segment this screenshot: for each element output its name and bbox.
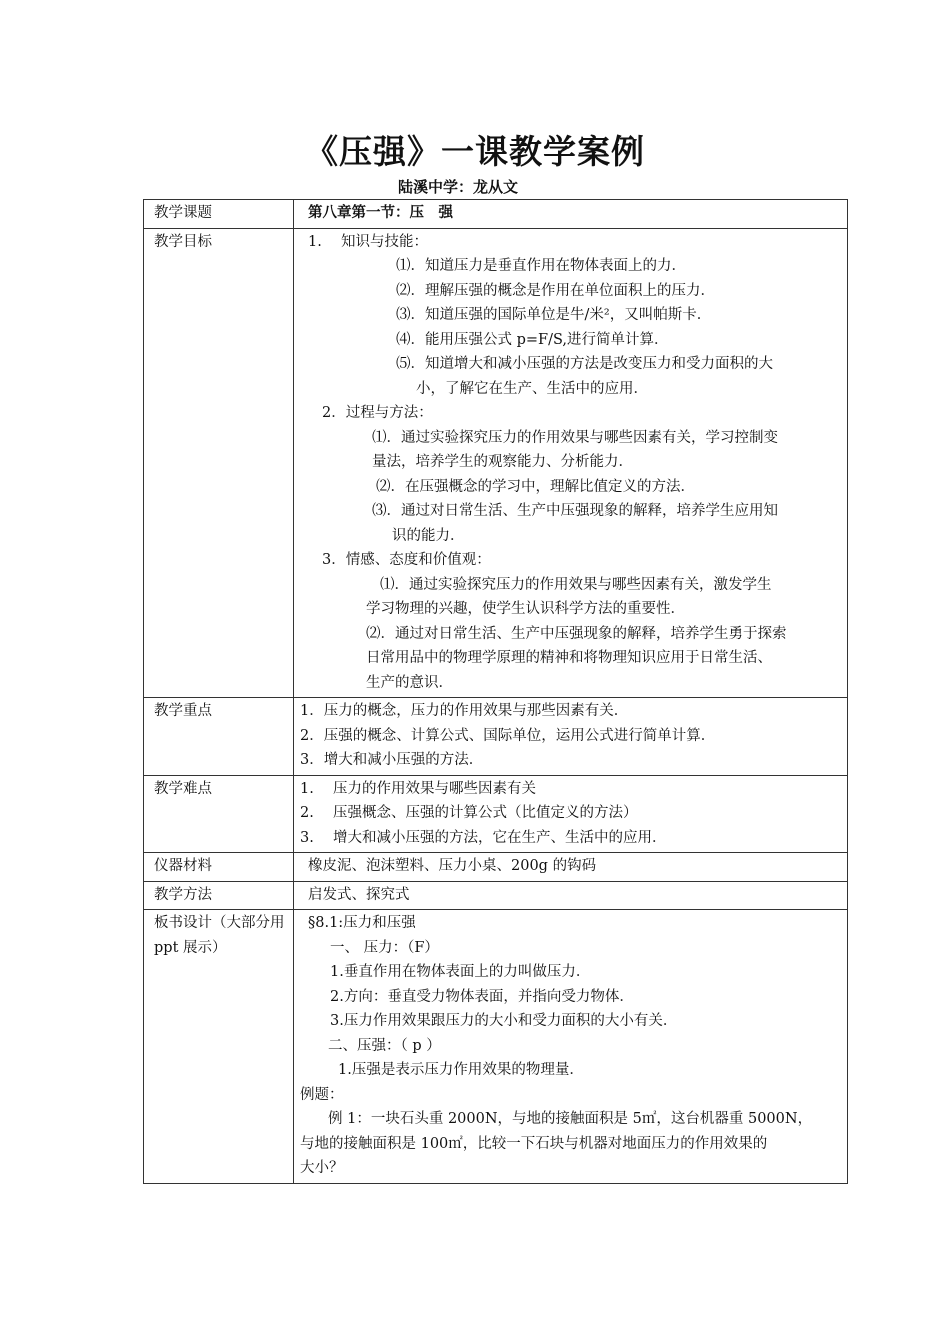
goal-p2: ⑵．在压强概念的学习中，理解比值定义的方法．: [376, 478, 695, 495]
value-keypoints: [294, 698, 848, 776]
goal-e1-line2: 学习物理的兴趣，使学生认识科学方法的重要性．: [366, 601, 685, 617]
value-board-design: [294, 910, 848, 1184]
goal-k5-line2: 小，了解它在生产、生活中的应用．: [416, 380, 648, 397]
author-line: 陆溪中学：龙从文: [398, 178, 519, 196]
row-methods: [144, 881, 848, 910]
board-example-line3: 大小？: [300, 1160, 344, 1176]
label-keypoints: 教学重点: [144, 698, 294, 776]
materials-text: 橡皮泥、泡沫塑料、压力小桌、200g 的钩码: [308, 858, 597, 874]
board-line-5: 3.压力作用效果跟压力的大小和受力面积的大小有关．: [330, 1013, 678, 1029]
board-example-line2: 与地的接触面积是 100㎡，比较一下石块与机器对地面压力的作用效果的: [300, 1135, 768, 1152]
keypoint-3: 3．增大和减小压强的方法．: [300, 752, 484, 768]
goal-e2-line2: 日常用品中的物理学原理的精神和将物理知识应用于日常生活、: [366, 650, 772, 666]
board-heading: §8.1:压力和压强: [308, 915, 416, 931]
label-materials: 仪器材料: [144, 853, 294, 882]
value-difficulties: [294, 775, 848, 853]
row-keypoints: [144, 698, 848, 776]
label-board-design: 板书设计（大部分用 ppt 展示）: [144, 910, 294, 1184]
goal-p3-line2: 识的能力．: [392, 527, 465, 544]
goal-e1-line1: ⑴．通过实验探究压力的作用效果与哪些因素有关，激发学生: [380, 576, 772, 593]
value-topic: [294, 200, 848, 229]
goal-process-heading: 2．过程与方法：: [322, 405, 433, 421]
value-goals: [294, 228, 848, 698]
difficulty-2: 2. 压强概念、压强的计算公式（比值定义的方法）: [300, 805, 638, 821]
goal-p1-line2: 量法，培养学生的观察能力、分析能力．: [372, 454, 633, 470]
goal-k5-line1: ⑸．知道增大和减小压强的方法是改变压力和受力面积的大: [396, 356, 773, 372]
goal-k3: ⑶．知道压强的国际单位是牛/米²，又叫帕斯卡．: [396, 307, 712, 323]
goal-e2-line3: 生产的意识．: [366, 674, 453, 691]
goal-e2-line1: ⑵．通过对日常生活、生产中压强现象的解释，培养学生勇于探索: [366, 625, 787, 642]
keypoint-2: 2．压强的概念、计算公式、国际单位，运用公式进行简单计算．: [300, 727, 716, 744]
row-goals: [144, 228, 848, 698]
board-example-line1: 例 1：一块石头重 2000N，与地的接触面积是 5㎡，这台机器重 5000N，: [328, 1111, 813, 1127]
difficulty-3: 3. 增大和减小压强的方法，它在生产、生活中的应用．: [300, 829, 667, 846]
value-materials: [294, 853, 848, 882]
lesson-plan-table: [143, 199, 848, 1184]
goal-k4: ⑷．能用压强公式 p=F/S,进行简单计算．: [396, 331, 669, 348]
board-line-3: 1.垂直作用在物体表面上的力叫做压力．: [330, 964, 591, 980]
goal-p1-line1: ⑴．通过实验探究压力的作用效果与哪些因素有关，学习控制变: [372, 429, 778, 446]
row-topic: [144, 200, 848, 229]
board-line-7: 1.压强是表示压力作用效果的物理量．: [338, 1062, 584, 1078]
label-topic: 教学课题: [144, 200, 294, 229]
difficulty-1: 1. 压力的作用效果与哪些因素有关: [300, 780, 536, 797]
goal-k2: ⑵．理解压强的概念是作用在单位面积上的压力．: [396, 282, 715, 299]
row-materials: [144, 853, 848, 882]
keypoint-1: 1．压力的概念，压力的作用效果与那些因素有关．: [300, 703, 629, 719]
goal-emotion-heading: 3．情感、态度和价值观：: [322, 552, 491, 568]
goal-knowledge-heading: 1. 知识与技能：: [308, 233, 428, 250]
label-difficulties: 教学难点: [144, 775, 294, 853]
value-methods: [294, 881, 848, 910]
goal-p3-line1: ⑶．通过对日常生活、生产中压强现象的解释，培养学生应用知: [372, 503, 778, 519]
topic-text: 第八章第一节：压 强: [308, 205, 453, 221]
row-board-design: [144, 910, 848, 1184]
label-methods: 教学方法: [144, 881, 294, 910]
methods-text: 启发式、探究式: [308, 886, 410, 903]
document-title: 《压强》一课教学案例: [305, 132, 645, 171]
goal-k1: ⑴．知道压力是垂直作用在物体表面上的力．: [396, 258, 686, 274]
board-section-2: 二、压强：（ p ）: [328, 1037, 441, 1054]
board-line-4: 2.方向：垂直受力物体表面，并指向受力物体．: [330, 988, 634, 1005]
board-example-heading: 例题：: [300, 1086, 344, 1103]
row-difficulties: [144, 775, 848, 853]
label-goals: 教学目标: [144, 228, 294, 698]
board-section-1: 一、 压力：（F）: [330, 939, 439, 956]
